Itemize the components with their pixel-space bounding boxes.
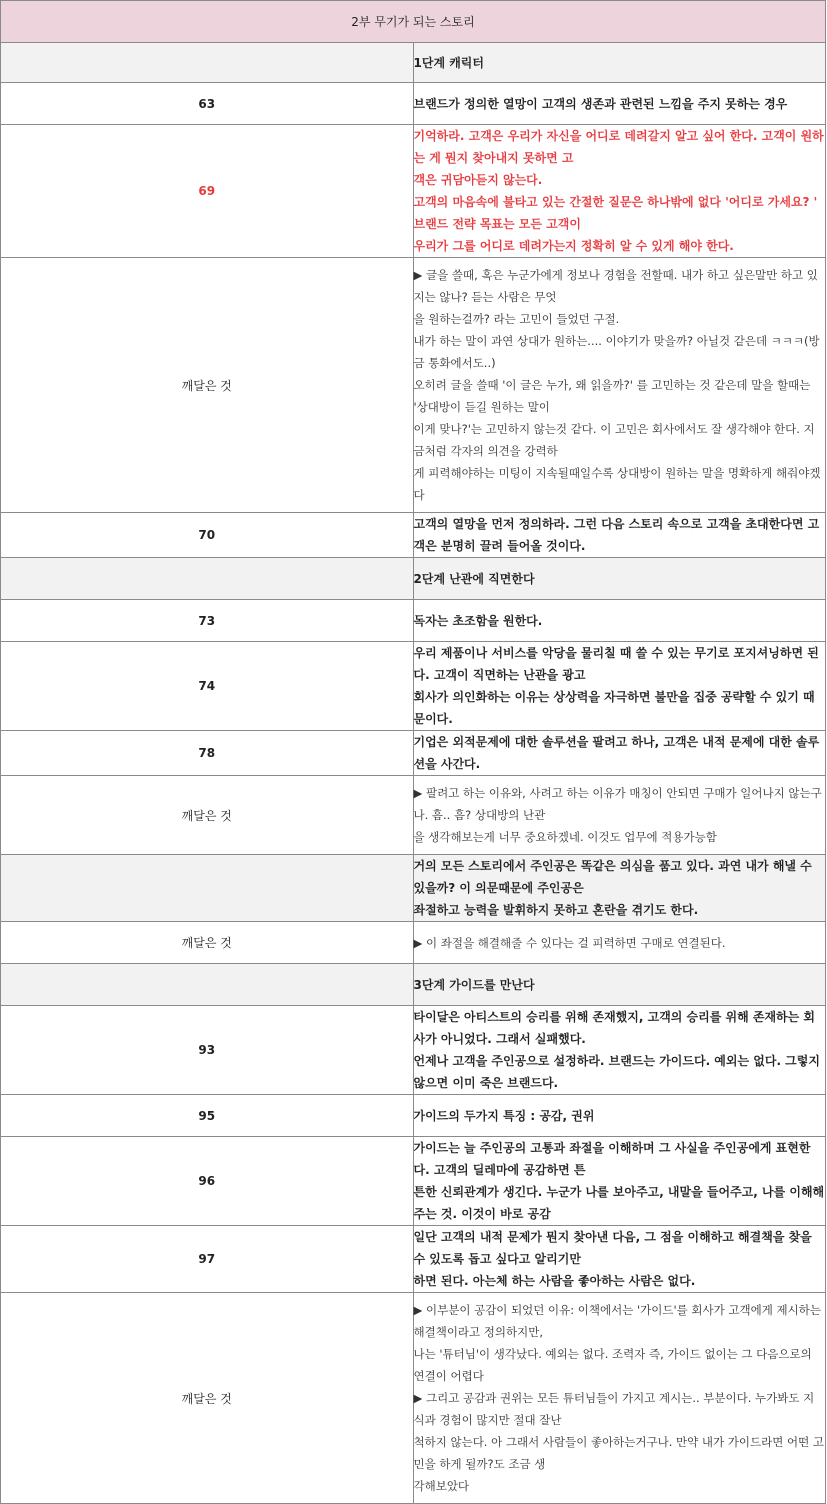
- stage-heading: [413, 43, 826, 83]
- stage-row: [1, 43, 826, 83]
- text-line: 1단계 캐릭터: [413, 55, 484, 70]
- page-number: 96: [1, 1137, 414, 1226]
- text-line: 회사가 의인화하는 이유는 상상력을 자극하면 불만을 집중 공략할 수 있기 때문이다.: [413, 690, 815, 726]
- quote-text: [413, 642, 826, 731]
- text-line: 일단 고객의 내적 문제가 뭔지 찾아낸 다음, 그 점을 이해하고 해결책을 찾을 수 있도록 돕고 싶다고 알리기만: [413, 1230, 812, 1266]
- quote-row: [1, 1226, 826, 1293]
- text-line: 고객의 열망을 먼저 정의하라. 그런 다음 스토리 속으로 고객을 초대한다면 고객은 분명히 끌려 들어올 것이다.: [413, 517, 820, 553]
- text-line: 을 생각해보는게 너무 중요하겠네. 이것도 업무에 적용가능함: [413, 830, 717, 844]
- page-number: 78: [1, 731, 414, 776]
- quote-row: [1, 1095, 826, 1137]
- section-title: 2부 무기가 되는 스토리: [1, 1, 826, 43]
- quote-text: [413, 1006, 826, 1095]
- stage-heading: [413, 855, 826, 922]
- text-line: 독자는 초조함을 원한다.: [413, 613, 543, 628]
- text-line: 언제나 고객을 주인공으로 설정하라. 브랜드는 가이드다. 예외는 없다. 그렇지 않으면 이미 죽은 브랜드다.: [413, 1054, 820, 1090]
- page-number: [1, 964, 414, 1006]
- page-number: 73: [1, 600, 414, 642]
- text-line: ▶ 팔려고 하는 이유와, 사려고 하는 이유가 매칭이 안되면 구매가 일어나지 않는구나. 흠.. 흠? 상대방의 난관: [413, 786, 822, 822]
- text-line: 하면 된다. 아는체 하는 사람을 좋아하는 사람은 없다.: [413, 1274, 696, 1288]
- stage-row: [1, 855, 826, 922]
- text-line: 브랜드가 정의한 열망이 고객의 생존과 관련된 느낌을 주지 못하는 경우: [413, 96, 788, 111]
- page-number: 69: [1, 125, 414, 258]
- realization-row: [1, 1293, 826, 1504]
- stage-row: [1, 964, 826, 1006]
- quote-row: [1, 125, 826, 258]
- realization-row: [1, 922, 826, 964]
- text-line: ▶ 이 좌절을 해결해줄 수 있다는 걸 피력하면 구매로 연결된다.: [413, 935, 726, 950]
- realization-text: [413, 922, 826, 964]
- notes-table-body: [1, 1, 826, 1504]
- quote-text: [413, 83, 826, 125]
- text-line: 좌절하고 능력을 발휘하지 못하고 혼란을 겪기도 한다.: [413, 903, 699, 917]
- quote-text: [413, 1137, 826, 1226]
- page-number: 74: [1, 642, 414, 731]
- stage-row: [1, 558, 826, 600]
- text-line: 척하지 않는다. 아 그래서 사람들이 좋아하는거구나. 만약 내가 가이드라면 어떤 고민을 하게 될까?도 조금 생: [413, 1435, 824, 1471]
- text-line: 나는 '튜터님'이 생각났다. 예외는 없다. 조력자 즉, 가이드 없이는 그 다음으로의 연결이 어렵다: [413, 1347, 812, 1383]
- text-line: 내가 하는 말이 과연 상대가 원하는.... 이야기가 맞을까? 아닐것 같은데 ㅋㅋㅋ(방금 통화에서도..): [413, 334, 820, 370]
- title-row: [1, 1, 826, 43]
- text-line: 고객의 마음속에 불타고 있는 간절한 질문은 하나밖에 없다 '어디로 가세요? ' 브랜드 전략 목표는 모든 고객이: [413, 195, 818, 231]
- text-line: 이게 맞나?'는 고민하지 않는것 같다. 이 고민은 회사에서도 잘 생각해야 한다. 지금처럼 각자의 의견을 강력하: [413, 422, 815, 458]
- text-line: ▶ 그리고 공감과 권위는 모든 튜터님들이 가지고 계시는.. 부분이다. 누가봐도 지식과 경험이 많지만 절대 잘난: [413, 1391, 815, 1427]
- text-line: 을 원하는걸까? 라는 고민이 들었던 구절.: [413, 312, 620, 326]
- page-number: [1, 43, 414, 83]
- text-line: 2단계 난관에 직면한다: [413, 571, 535, 586]
- realization-label: 깨달은 것: [1, 776, 414, 855]
- page-number: 93: [1, 1006, 414, 1095]
- realization-text: [413, 1293, 826, 1504]
- quote-row: [1, 1006, 826, 1095]
- text-line: 오히려 글을 쓸때 '이 글은 누가, 왜 읽을까?' 를 고민하는 것 같은데 말을 할때는 '상대방이 듣길 원하는 말이: [413, 378, 811, 414]
- quote-row: [1, 513, 826, 558]
- realization-row: [1, 258, 826, 513]
- text-line: ▶ 글을 쓸때, 혹은 누군가에게 정보나 경험을 전할때. 내가 하고 싶은말만 하고 있지는 않나? 듣는 사람은 무엇: [413, 268, 818, 304]
- text-line: 튼한 신뢰관계가 생긴다. 누군가 나를 보아주고, 내말을 들어주고, 나를 이해해주는 것. 이것이 바로 공감: [413, 1185, 825, 1221]
- quote-row: [1, 642, 826, 731]
- text-line: 객은 귀담아듣지 않는다.: [413, 173, 543, 187]
- quote-text: [413, 600, 826, 642]
- text-line: 각해보았다: [413, 1479, 470, 1493]
- realization-label: 깨달은 것: [1, 1293, 414, 1504]
- quote-text: [413, 731, 826, 776]
- stage-heading: [413, 558, 826, 600]
- quote-row: [1, 600, 826, 642]
- page-number: 95: [1, 1095, 414, 1137]
- text-line: 우리가 그를 어디로 데려가는지 정확히 알 수 있게 해야 한다.: [413, 239, 734, 253]
- quote-row: [1, 1137, 826, 1226]
- page-number: 63: [1, 83, 414, 125]
- text-line: 기업은 외적문제에 대한 솔루션을 팔려고 하나, 고객은 내적 문제에 대한 솔루션을 사간다.: [413, 735, 820, 771]
- page-number: 70: [1, 513, 414, 558]
- text-line: ▶ 이부분이 공감이 되었던 이유: 이책에서는 '가이드'를 회사가 고객에게 제시하는 해결책이라고 정의하지만,: [413, 1303, 821, 1339]
- text-line: 기억하라. 고객은 우리가 자신을 어디로 데려갈지 알고 싶어 한다. 고객이 원하는 게 뭔지 찾아내지 못하면 고: [413, 129, 824, 165]
- page-number: 97: [1, 1226, 414, 1293]
- quote-text: [413, 513, 826, 558]
- text-line: 우리 제품이나 서비스를 악당을 물리칠 때 쓸 수 있는 무기로 포지셔닝하면 된다. 고객이 직면하는 난관을 광고: [413, 646, 819, 682]
- realization-label: 깨달은 것: [1, 922, 414, 964]
- realization-text: [413, 776, 826, 855]
- page-number: [1, 558, 414, 600]
- realization-label: 깨달은 것: [1, 258, 414, 513]
- text-line: 가이드의 두가지 특징 : 공감, 권위: [413, 1108, 595, 1123]
- realization-text: [413, 258, 826, 513]
- quote-text: [413, 125, 826, 258]
- realization-row: [1, 776, 826, 855]
- text-line: 3단계 가이드를 만난다: [413, 977, 535, 992]
- text-line: 게 피력해야하는 미팅이 지속될때일수록 상대방이 원하는 말을 명확하게 해줘야겠다: [413, 466, 821, 502]
- quote-row: [1, 83, 826, 125]
- text-line: 타이달은 아티스트의 승리를 위해 존재했지, 고객의 승리를 위해 존재하는 회사가 아니었다. 그래서 실패했다.: [413, 1010, 816, 1046]
- quote-row: [1, 731, 826, 776]
- quote-text: [413, 1226, 826, 1293]
- text-line: 가이드는 늘 주인공의 고통과 좌절을 이해하며 그 사실을 주인공에게 표현한다. 고객의 딜레마에 공감하면 튼: [413, 1141, 811, 1177]
- text-line: 거의 모든 스토리에서 주인공은 똑같은 의심을 품고 있다. 과연 내가 해낼 수 있을까? 이 의문때문에 주인공은: [413, 859, 812, 895]
- quote-text: [413, 1095, 826, 1137]
- stage-heading: [413, 964, 826, 1006]
- page-number: [1, 855, 414, 922]
